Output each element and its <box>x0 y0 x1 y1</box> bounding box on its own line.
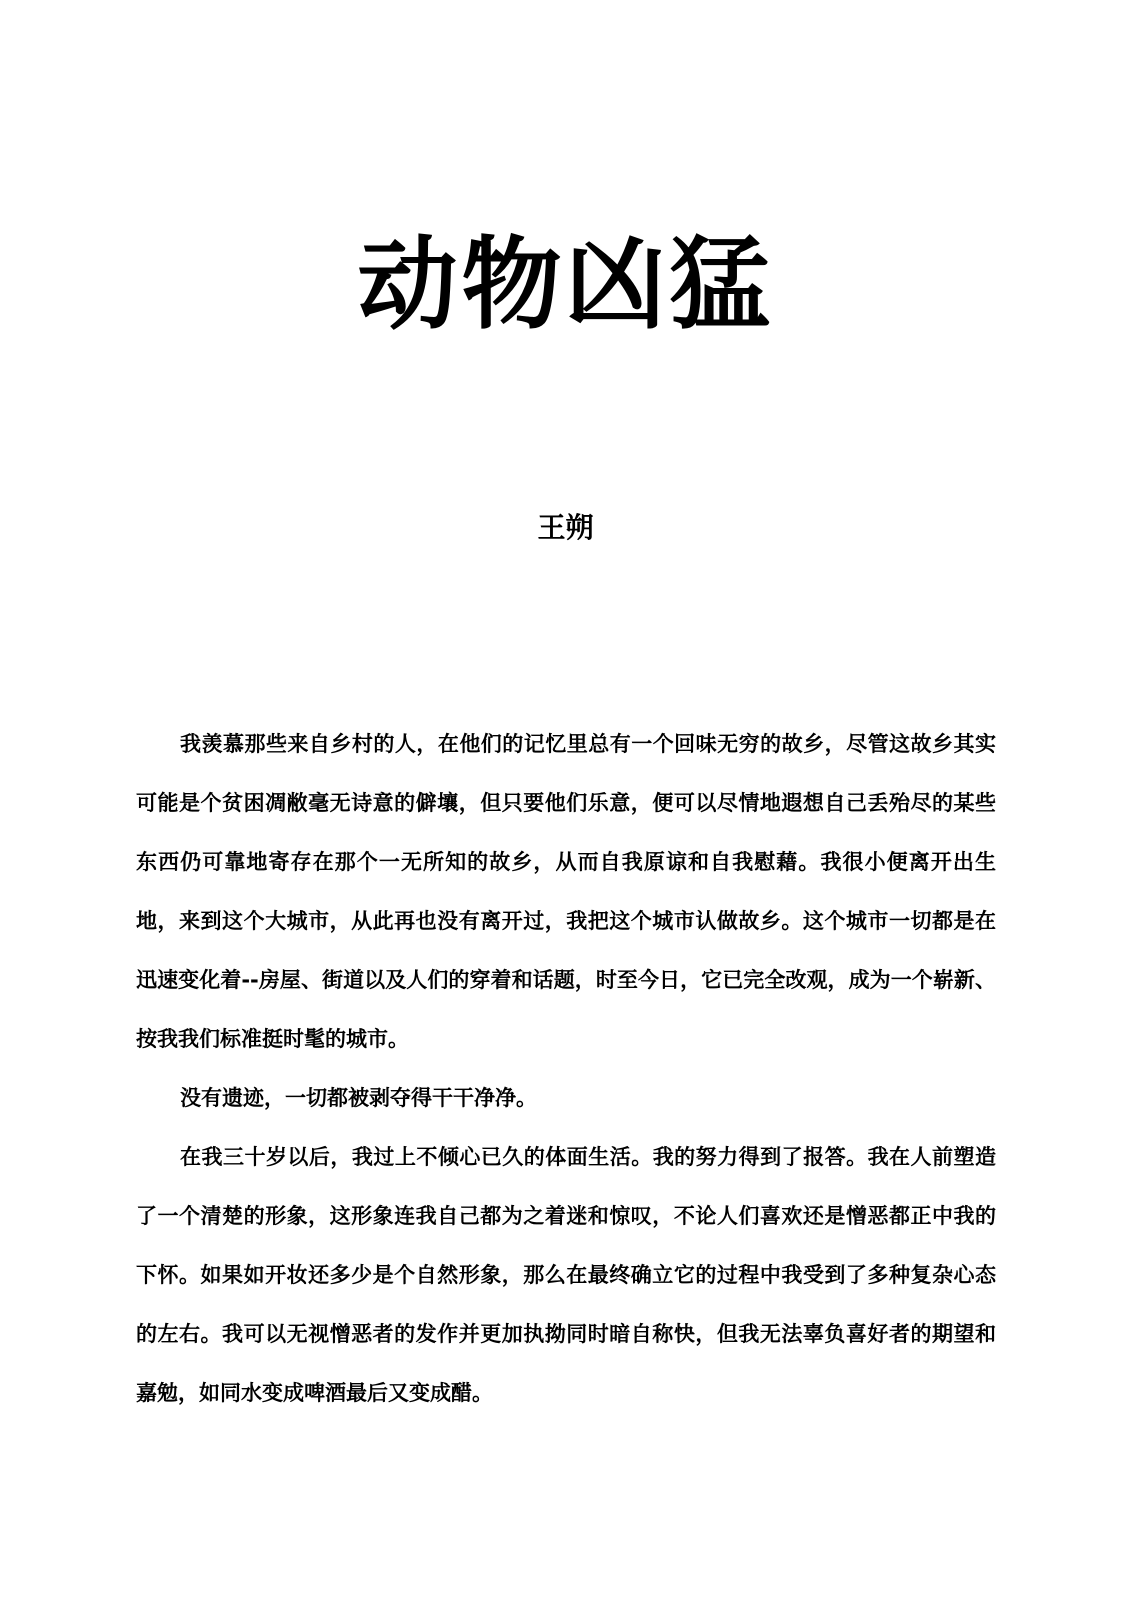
body-text <box>136 715 996 1423</box>
paragraph: 没有遗迹，一切都被剥夺得干干净净。 <box>180 1086 537 1110</box>
paragraph: 我羡慕那些来自乡村的人，在他们的记忆里总有一个回味无穷的故乡，尽管这故乡其实可能是个贫困凋敝毫无诗意的僻壤，但只要他们乐意，便可以尽情地遐想自己丢殆尽的某些东西仍可靠地寄存在那个一无所知的故乡，从而自我原谅和自我慰藉。我很小便离开出生地，来到这个大城市，从此再也没有离开过，我把这个城市认做故乡。这个城市一切都是在迅速变化着--房屋、街道以及人们的穿着和话题，时至今日，它已完全改观，成为一个崭新、按我我们标准挺时髦的城市。 <box>136 732 996 1051</box>
document-author: 王朔 <box>537 511 594 544</box>
document-title: 动物凶猛 <box>357 226 774 343</box>
paragraph: 在我三十岁以后，我过上不倾心已久的体面生活。我的努力得到了报答。我在人前塑造了一个清楚的形象，这形象连我自己都为之着迷和惊叹，不论人们喜欢还是憎恶都正中我的下怀。如果如开妆还多少是个自然形象，那么在最终确立它的过程中我受到了多种复杂心态的左右。我可以无视憎恶者的发作并更加执拗同时暗自称快，但我无法辜负喜好者的期望和嘉勉，如同水变成啤酒最后又变成醋。 <box>136 1145 996 1405</box>
